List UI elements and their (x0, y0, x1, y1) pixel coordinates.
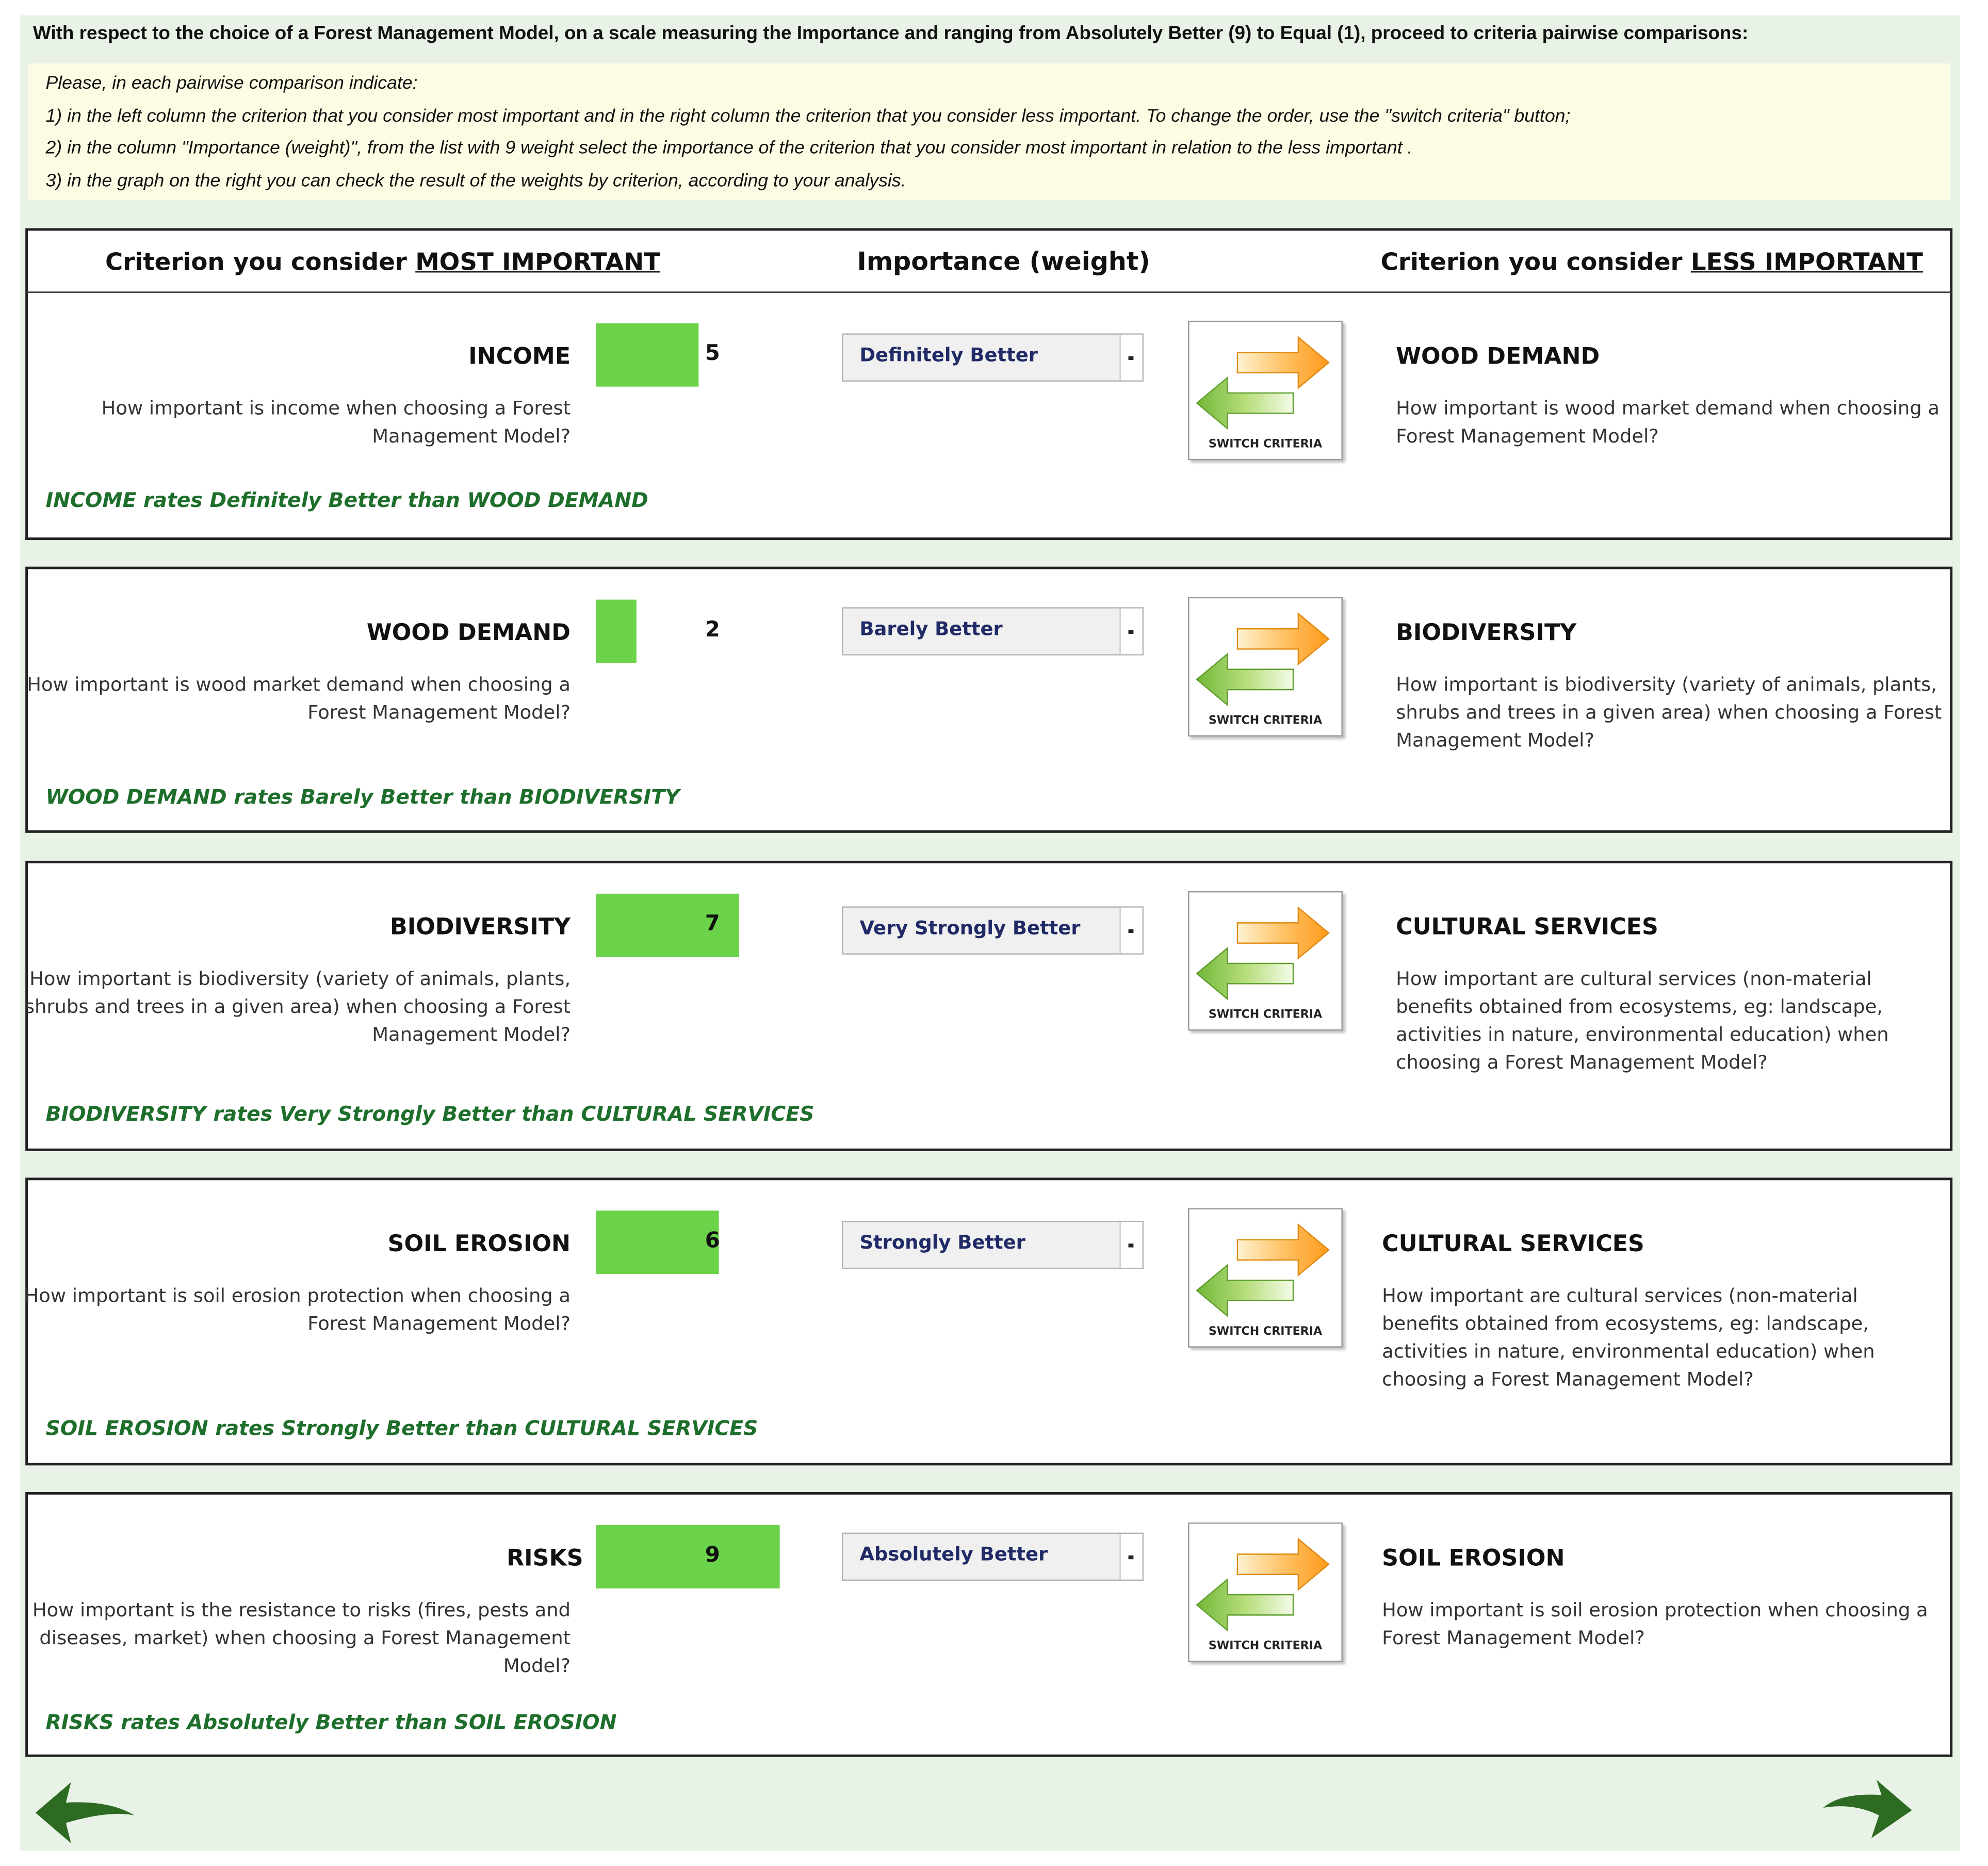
less-important-criterion-name: CULTURAL SERVICES (1382, 1231, 1644, 1258)
most-important-criterion-question: How important is biodiversity (variety of animals, plants, shrubs and trees in a given area) when choosing a Forest Management Model? (24, 967, 571, 1046)
comparison-summary: WOOD DEMAND rates Barely Better than BIODIVERSITY (45, 784, 680, 809)
weight-value: 6 (705, 1228, 720, 1254)
most-important-criterion-name: WOOD DEMAND (366, 619, 571, 647)
less-important-criterion-name: CULTURAL SERVICES (1396, 914, 1658, 941)
instruction-line: Please, in each pairwise comparison indicate: (45, 73, 418, 94)
chevron-down-icon (1129, 929, 1134, 933)
importance-select[interactable] (842, 333, 1144, 381)
less-important-criterion-question: How important is wood market demand when choosing a Forest Management Model? (1396, 397, 1940, 448)
importance-select[interactable] (842, 607, 1144, 655)
less-important-criterion-question: How important is soil erosion protection when choosing a Forest Management Model? (1382, 1598, 1928, 1649)
chevron-down-icon (1129, 1556, 1134, 1559)
less-important-emphasis: LESS IMPORTANT (1690, 248, 1923, 276)
importance-select[interactable] (842, 1221, 1144, 1269)
less-important-criterion-name: WOOD DEMAND (1396, 343, 1600, 370)
switch-criteria-button[interactable] (1188, 597, 1343, 736)
most-important-criterion-name: SOIL EROSION (387, 1231, 571, 1258)
switch-criteria-button[interactable] (1188, 321, 1343, 460)
switch-criteria-button[interactable] (1188, 1208, 1343, 1347)
importance-select-value: Strongly Better (859, 1231, 1025, 1254)
importance-header: Importance (weight) (857, 245, 1150, 276)
most-important-criterion-question: How important is the resistance to risks (fires, pests and diseases, market) when choosing a Forest Management Model? (32, 1598, 571, 1677)
most-important-header (105, 249, 660, 276)
comparison-row (25, 293, 1952, 540)
dropdown-button[interactable] (1119, 1534, 1142, 1579)
back-arrow-icon[interactable] (33, 1777, 139, 1848)
weight-value: 5 (705, 341, 720, 367)
most-important-criterion-question: How important is soil erosion protection when choosing a Forest Management Model? (24, 1284, 571, 1335)
comparison-summary: SOIL EROSION rates Strongly Better than CULTURAL SERVICES (45, 1416, 758, 1441)
less-important-header (1381, 249, 1923, 276)
importance-select-value: Definitely Better (859, 343, 1038, 367)
importance-select-value: Barely Better (859, 617, 1003, 641)
criteria-table-header (25, 228, 1952, 294)
dropdown-button[interactable] (1119, 609, 1142, 654)
comparison-row (25, 1492, 1952, 1757)
switch-criteria-label: SWITCH CRITERIA (1208, 1325, 1323, 1339)
instruction-line: 2) in the column "Importance (weight)", from the list with 9 weight select the importance of the criterion that you consider most important in relation to the less important . (45, 138, 1413, 159)
most-important-criterion-question: How important is wood market demand when choosing a Forest Management Model? (27, 673, 571, 724)
less-important-criterion-question: How important are cultural services (non-material benefits obtained from ecosystems, eg: landscape, activities in nature, environmental education) when choosing a Forest Management Model? (1396, 967, 1889, 1074)
chevron-down-icon (1129, 356, 1134, 360)
switch-arrows-icon (1189, 892, 1342, 1009)
most-important-criterion-question: How important is income when choosing a Forest Management Model? (101, 397, 571, 448)
instruction-line: 3) in the graph on the right you can check the result of the weights by criterion, according to your analysis. (45, 170, 906, 191)
switch-criteria-label: SWITCH CRITERIA (1208, 715, 1323, 728)
weight-bar (596, 600, 637, 663)
less-important-criterion-name: BIODIVERSITY (1396, 619, 1577, 647)
less-important-criterion-question: How important is biodiversity (variety of animals, plants, shrubs and trees in a given area) when choosing a Forest Management Model? (1396, 673, 1942, 752)
less-important-criterion-name: SOIL EROSION (1382, 1545, 1565, 1572)
comparison-summary: RISKS rates Absolutely Better than SOIL EROSION (45, 1710, 617, 1734)
less-important-criterion-question: How important are cultural services (non-material benefits obtained from ecosystems, eg: landscape, activities in nature, environmental education) when choosing a Forest Management Model? (1382, 1284, 1875, 1391)
switch-criteria-label: SWITCH CRITERIA (1208, 438, 1323, 452)
comparison-summary: BIODIVERSITY rates Very Strongly Better than CULTURAL SERVICES (45, 1101, 814, 1126)
weight-value: 7 (705, 911, 720, 937)
weight-value: 2 (705, 617, 720, 643)
switch-criteria-button[interactable] (1188, 891, 1343, 1030)
weight-bar (596, 323, 698, 387)
instruction-line: 1) in the left column the criterion that you consider most important and in the right column the criterion that you consider less important. To change the order, use the "switch criteria" button; (45, 106, 1571, 126)
instructions-panel (28, 63, 1950, 200)
importance-select[interactable] (842, 1533, 1144, 1581)
most-important-emphasis: MOST IMPORTANT (415, 248, 661, 276)
dropdown-button[interactable] (1119, 335, 1142, 380)
importance-select[interactable] (842, 906, 1144, 954)
dropdown-button[interactable] (1119, 1222, 1142, 1267)
most-important-criterion-name: BIODIVERSITY (389, 914, 571, 941)
most-important-prefix: Criterion you consider (105, 248, 416, 276)
less-important-prefix: Criterion you consider (1380, 248, 1691, 276)
weight-bar (596, 1525, 779, 1589)
switch-arrows-icon (1189, 322, 1342, 438)
chevron-down-icon (1129, 630, 1134, 634)
comparison-row (25, 567, 1952, 833)
comparison-summary: INCOME rates Definitely Better than WOOD DEMAND (45, 488, 648, 512)
comparison-row (25, 1177, 1952, 1465)
weight-value: 9 (705, 1543, 720, 1568)
switch-criteria-label: SWITCH CRITERIA (1208, 1009, 1323, 1022)
page-title: With respect to the choice of a Forest Management Model, on a scale measuring the Importance and ranging from Absolutely Better (9) to Equal (1), proceed to criteria pairwise comparisons: (32, 23, 1749, 45)
switch-arrows-icon (1189, 1209, 1342, 1326)
switch-arrows-icon (1189, 598, 1342, 715)
importance-select-value: Absolutely Better (859, 1543, 1048, 1566)
next-arrow-icon[interactable] (1821, 1777, 1915, 1848)
comparison-row (25, 861, 1952, 1151)
switch-arrows-icon (1189, 1524, 1342, 1640)
switch-criteria-button[interactable] (1188, 1523, 1343, 1662)
most-important-criterion-name: RISKS (507, 1545, 583, 1572)
most-important-criterion-name: INCOME (468, 343, 571, 370)
switch-criteria-label: SWITCH CRITERIA (1208, 1640, 1323, 1654)
importance-select-value: Very Strongly Better (859, 916, 1081, 940)
chevron-down-icon (1129, 1243, 1134, 1247)
dropdown-button[interactable] (1119, 908, 1142, 953)
